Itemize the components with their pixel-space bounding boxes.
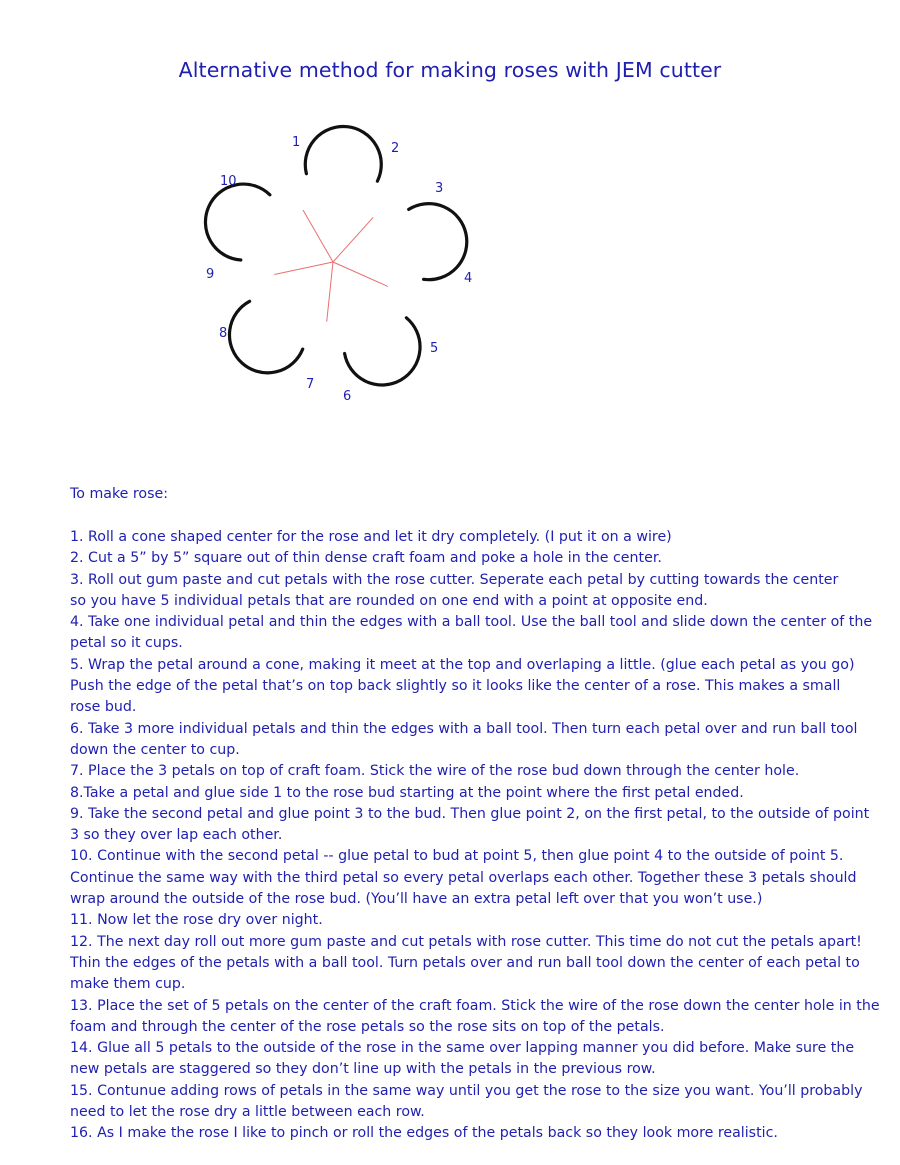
point-label-2: 2 bbox=[391, 141, 400, 156]
guide-line bbox=[333, 217, 373, 262]
petal-outline bbox=[345, 318, 420, 385]
point-label-6: 6 bbox=[343, 389, 352, 404]
instruction-line: foam and through the center of the rose petals so the rose sits on top of the petals. bbox=[70, 1018, 665, 1035]
instruction-line: so you have 5 individual petals that are rounded on one end with a point at opposite end. bbox=[70, 592, 708, 609]
petal-outline bbox=[305, 126, 381, 181]
instruction-steps bbox=[70, 527, 898, 1145]
instruction-line: 14. Glue all 5 petals to the outside of the rose in the same over lapping manner you did before. Make sure the bbox=[70, 1040, 855, 1057]
petal-outlines bbox=[205, 126, 466, 384]
point-label-4: 4 bbox=[464, 271, 473, 286]
petal-diagram bbox=[190, 120, 500, 420]
guide-line bbox=[303, 210, 333, 262]
instruction-line: rose bud. bbox=[70, 699, 137, 716]
instruction-line: 2. Cut a 5” by 5” square out of thin dense craft foam and poke a hole in the center. bbox=[70, 550, 662, 567]
guide-line bbox=[274, 262, 333, 275]
point-label-10: 10 bbox=[220, 174, 237, 189]
instruction-line: 5. Wrap the petal around a cone, making it meet at the top and overlaping a little. (glue each petal as you go) bbox=[70, 656, 855, 673]
point-label-9: 9 bbox=[206, 267, 215, 282]
instruction-line: 1. Roll a cone shaped center for the rose and let it dry completely. (I put it on a wire) bbox=[70, 529, 672, 545]
point-label-1: 1 bbox=[292, 135, 301, 150]
instruction-line: 8.Take a petal and glue side 1 to the rose bud starting at the point where the first petal ended. bbox=[70, 784, 744, 801]
point-label-7: 7 bbox=[306, 377, 315, 392]
instruction-line: 3 so they over lap each other. bbox=[70, 827, 283, 844]
instruction-line: Thin the edges of the petals with a ball tool. Turn petals over and run ball tool down the center of each petal to bbox=[70, 954, 860, 971]
guide-line bbox=[333, 262, 388, 286]
instructions-heading: To make rose: bbox=[70, 486, 169, 502]
instruction-line: 7. Place the 3 petals on top of craft foam. Stick the wire of the rose bud down through the center hole. bbox=[70, 763, 800, 780]
instruction-line: 4. Take one individual petal and thin the edges with a ball tool. Use the ball tool and slide down the center of the bbox=[70, 614, 873, 631]
point-label-5: 5 bbox=[430, 341, 439, 356]
instruction-line: 3. Roll out gum paste and cut petals with the rose cutter. Seperate each petal by cutting towards the center bbox=[70, 571, 839, 588]
petal-outline-figure bbox=[190, 120, 500, 420]
instruction-line: 16. As I make the rose I like to pinch or roll the edges of the petals back so they look more realistic. bbox=[70, 1125, 778, 1142]
document-title: Alternative method for making roses with JEM cutter bbox=[178, 58, 722, 82]
instruction-line: 11. Now let the rose dry over night. bbox=[70, 912, 323, 929]
instruction-line: Continue the same way with the third petal so every petal overlaps each other. Together these 3 petals should bbox=[70, 869, 857, 886]
instruction-line: Push the edge of the petal that’s on top back slightly so it looks like the center of a rose. This makes a small bbox=[70, 678, 841, 695]
instruction-line: make them cup. bbox=[70, 976, 186, 993]
instruction-line: 10. Continue with the second petal -- glue petal to bud at point 5, then glue point 4 to the outside of point 5. bbox=[70, 848, 844, 865]
instruction-line: wrap around the outside of the rose bud. (You’ll have an extra petal left over that you won’t use.) bbox=[70, 891, 763, 908]
point-label-3: 3 bbox=[435, 181, 444, 196]
instruction-line: 13. Place the set of 5 petals on the center of the craft foam. Stick the wire of the rose down the center hole in the bbox=[70, 997, 880, 1014]
instruction-line: 6. Take 3 more individual petals and thin the edges with a ball tool. Then turn each petal over and run ball tool bbox=[70, 720, 858, 737]
petal-outline bbox=[205, 184, 269, 260]
instruction-line: 9. Take the second petal and glue point 3 to the bud. Then glue point 2, on the first petal, to the outside of point bbox=[70, 805, 870, 822]
instruction-line: 12. The next day roll out more gum paste and cut petals with rose cutter. This time do not cut the petals apart! bbox=[70, 933, 862, 950]
guide-line bbox=[327, 262, 333, 322]
petal-outline bbox=[409, 204, 467, 280]
point-label-8: 8 bbox=[219, 326, 228, 341]
instruction-line: petal so it cups. bbox=[70, 635, 183, 652]
instruction-line: down the center to cup. bbox=[70, 741, 240, 758]
instruction-line: new petals are staggered so they don’t line up with the petals in the previous row. bbox=[70, 1061, 656, 1078]
instruction-line: need to let the rose dry a little between each row. bbox=[70, 1104, 425, 1121]
instruction-line: 15. Contunue adding rows of petals in the same way until you get the rose to the size you want. You’ll probably bbox=[70, 1082, 863, 1099]
petal-outline bbox=[229, 301, 302, 373]
center-guide-lines bbox=[274, 210, 388, 322]
